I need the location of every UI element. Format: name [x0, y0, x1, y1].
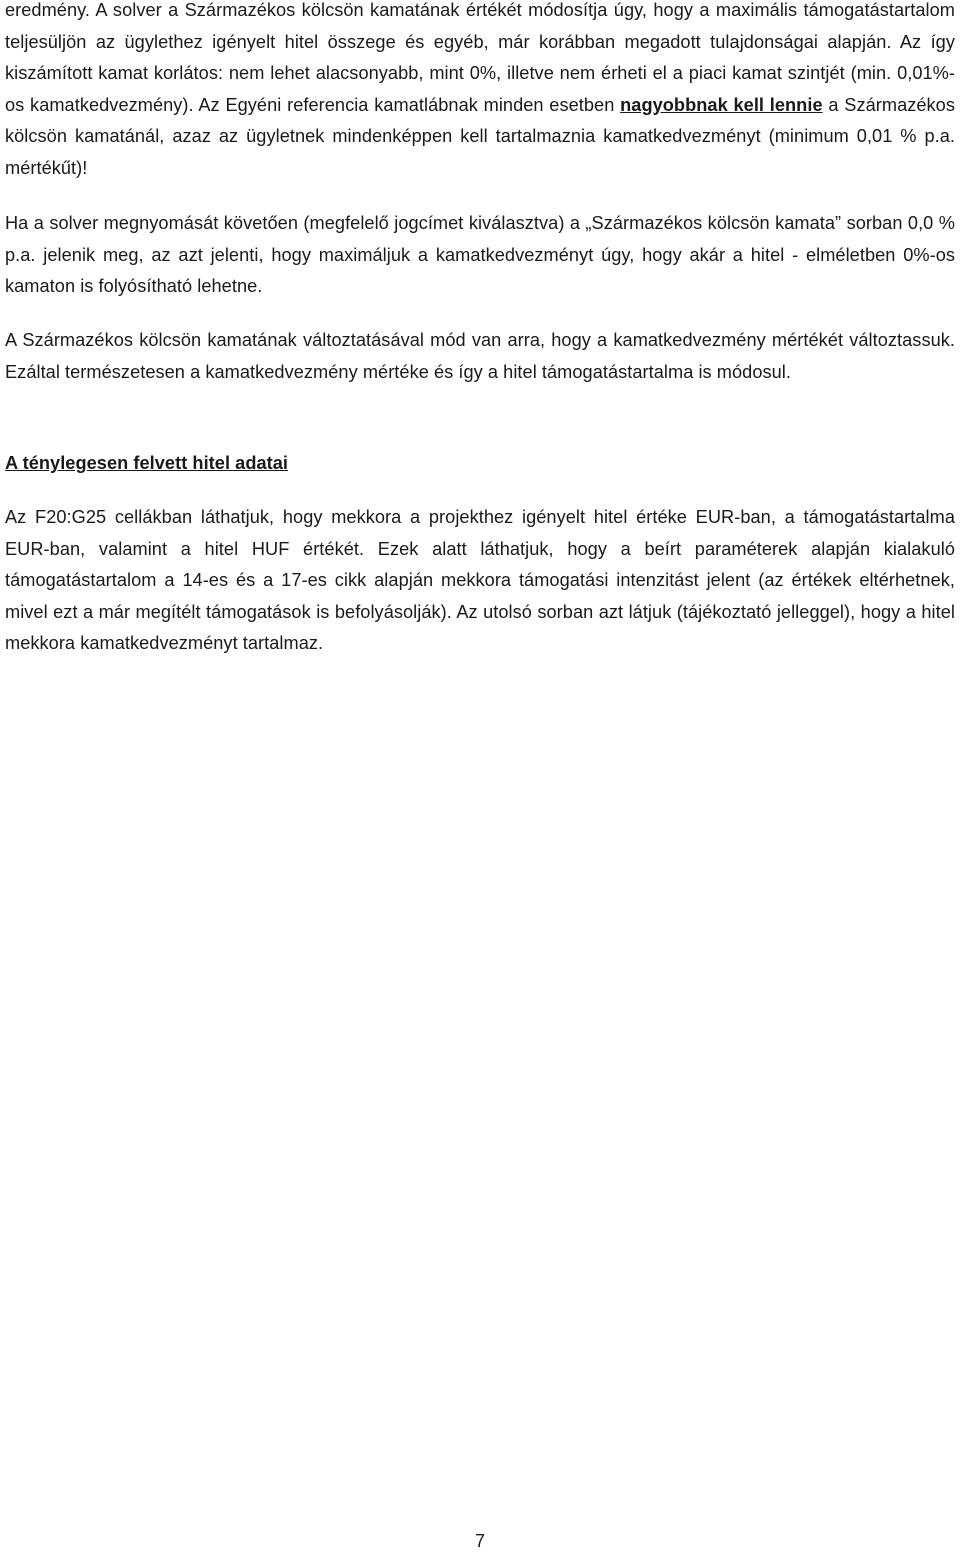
paragraph-text-discount: a Származékos kölcsön kamatánál, azaz az ügyletnek mindenképpen kell tartalmaznia kamatkedvezményt (minimum 0,01 % p.a. mértékűt)! — [5, 94, 955, 178]
paragraph-interest-change: A Származékos kölcsön kamatának változtatásával mód van arra, hogy a kamatkedvezmény mértékét változtassuk. Ezáltal természetesen a kamatkedvezmény mértéke és így a hitel támogatástartalma is módosul. — [5, 330, 955, 382]
emphasized-text: nagyobbnak kell lennie — [620, 94, 823, 115]
paragraph-text-reference-rate: Az Egyéni referencia kamatlábnak minden esetben — [193, 94, 621, 115]
section-heading: A ténylegesen felvett hitel adatai — [5, 453, 289, 473]
paragraph-solver-interest — [5, 0, 955, 184]
paragraph-solver-result: Ha a solver megnyomását követően (megfelelő jogcímet kiválasztva) a „Származékos kölcsön kamata” sorban 0,0 % p.a. jelenik meg, az azt jelenti, hogy maximáljuk a kamatkedvezményt úgy, hogy akár a hitel - elméletben 0%-os kamaton is folyósítható lehetne. — [5, 213, 955, 296]
paragraph-text-solver: A solver a Származékos kölcsön kamatának értékét módosítja úgy, hogy a maximális támogatástartalom teljesüljön az ügylethez igényelt hitel összege és egyéb, már korábban megadott tulajdonságai alapján. Az így kiszámított kamat korlátos: nem lehet alacsonyabb, mint 0%, illetve nem érheti el a piaci kamat szintjét (min. 0,01%-os kamatkedvezmény). — [5, 0, 955, 115]
page-number: 7 — [474, 1531, 485, 1551]
paragraph-loan-data: Az F20:G25 cellákban láthatjuk, hogy mekkora a projekthez igényelt hitel értéke EUR-ban, a támogatástartalma EUR-ban, valamint a hitel HUF értékét. Ezek alatt láthatjuk, hogy a beírt paraméterek alapján kialakuló támogatástartalom a 14-es és a 17-es cikk alapján mekkora támogatási intenzitást jelent (az értékek eltérhetnek, mivel ezt a már megítélt támogatások is befolyásolják). Az utolsó sorban azt látjuk (tájékoztató jelleggel), hogy a hitel mekkora kamatkedvezményt tartalmaz. — [5, 507, 955, 653]
paragraph-text-start: eredmény. — [5, 0, 96, 20]
